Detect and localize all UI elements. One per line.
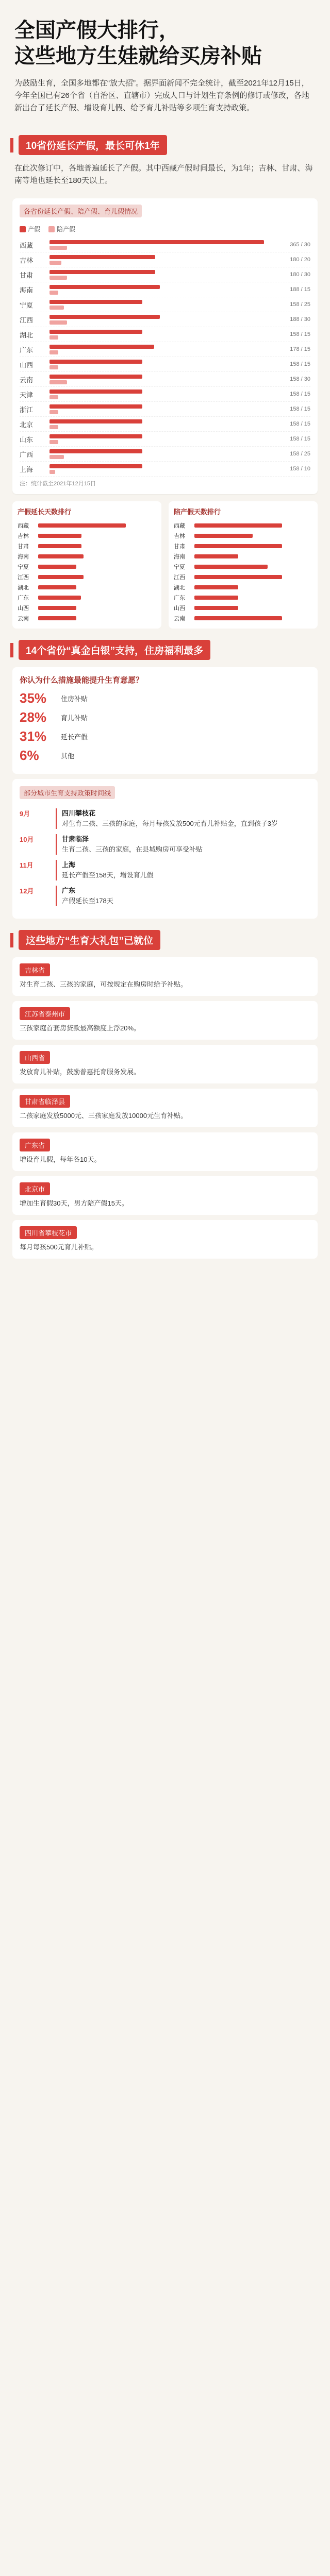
city-policy: 增设育儿假，每年各10天。 xyxy=(20,1156,101,1163)
province-label: 北京 xyxy=(20,420,34,429)
value-label: 158 / 25 xyxy=(290,301,310,308)
bar-paternity xyxy=(50,455,64,459)
timeline-place: 广东 xyxy=(62,887,76,894)
timeline-text: 延长产假至158天，增设育儿假 xyxy=(62,871,154,879)
timeline-date: 10月 xyxy=(20,836,34,843)
mini-bar xyxy=(194,596,238,600)
bar-maternity xyxy=(50,419,142,423)
mini-left-title: 产假延长天数排行 xyxy=(18,508,72,516)
survey-stat xyxy=(20,728,310,744)
chart-row xyxy=(20,327,310,342)
section-1-paragraph: 在此次修订中，各地普遍延长了产假。其中西藏产假时间最长，为1年；吉林、甘肃、海南等地也延长至180天以上。 xyxy=(14,164,313,185)
city-policy: 三孩家庭首套房贷款最高额度上浮20%。 xyxy=(20,1024,141,1032)
bar-maternity xyxy=(50,389,142,394)
bar-maternity xyxy=(50,434,142,438)
stat-label: 育儿补贴 xyxy=(61,714,88,722)
value-label: 158 / 15 xyxy=(290,406,310,412)
city-name: 吉林省 xyxy=(20,963,50,976)
mini-bar xyxy=(38,554,84,558)
mini-row: 云南 xyxy=(18,613,156,623)
mini-bar xyxy=(194,585,238,589)
province-label: 云南 xyxy=(20,376,34,384)
bar-maternity xyxy=(50,270,155,274)
stat-percent: 6% xyxy=(20,748,39,763)
mini-bar xyxy=(194,523,282,528)
bar-paternity xyxy=(50,440,58,444)
mini-bar xyxy=(38,523,126,528)
province-label: 甘肃 xyxy=(20,271,34,279)
value-label: 158 / 15 xyxy=(290,436,310,442)
legend-item: 产假 xyxy=(20,225,40,233)
mini-right-title: 陪产假天数排行 xyxy=(174,508,221,516)
province-label: 宁夏 xyxy=(20,301,34,309)
section-1-label: 10省份延长产假，最长可休1年 xyxy=(19,135,167,155)
mini-row: 海南 xyxy=(18,551,156,562)
chart-row xyxy=(20,447,310,462)
chart-row xyxy=(20,297,310,312)
bar-paternity xyxy=(50,425,58,429)
province-label: 海南 xyxy=(20,286,34,294)
mini-row: 广东 xyxy=(174,592,312,603)
city-card xyxy=(12,957,318,996)
timeline-place: 四川攀枝花 xyxy=(62,809,96,817)
mini-row: 海南 xyxy=(174,551,312,562)
stat-percent: 35% xyxy=(20,690,47,706)
mini-row: 甘肃 xyxy=(18,541,156,551)
survey-stat xyxy=(20,748,310,764)
chart-row xyxy=(20,357,310,372)
timeline-item xyxy=(20,834,310,855)
province-label: 上海 xyxy=(20,465,34,473)
city-name: 四川省攀枝花市 xyxy=(20,1226,77,1239)
bar-paternity xyxy=(50,246,67,250)
mini-row: 西藏 xyxy=(174,520,312,531)
bar-paternity xyxy=(50,320,67,325)
value-label: 180 / 30 xyxy=(290,272,310,278)
bar-paternity xyxy=(50,291,58,295)
chart-row xyxy=(20,372,310,387)
chart-row xyxy=(20,267,310,282)
mini-bar xyxy=(194,616,282,620)
mini-chart-right xyxy=(169,501,318,629)
mini-bar xyxy=(38,596,81,600)
stat-label: 住房补贴 xyxy=(61,695,88,703)
bar-maternity xyxy=(50,449,142,453)
chart-row xyxy=(20,432,310,447)
title-line-1: 全国产假大排行， xyxy=(14,19,179,42)
timeline-text: 生育二孩、三孩的家庭，在县城购房可享受补贴 xyxy=(62,845,203,853)
page-title xyxy=(0,0,330,77)
timeline-date: 9月 xyxy=(20,810,30,818)
mini-row: 山西 xyxy=(174,603,312,613)
mini-chart-left xyxy=(12,501,161,629)
mini-row: 江西 xyxy=(18,572,156,582)
survey-stat xyxy=(20,690,310,706)
bar-maternity xyxy=(50,330,142,334)
bar-maternity xyxy=(50,300,142,304)
stat-percent: 28% xyxy=(20,709,47,725)
title-line-2: 这些地方生娃就给买房补贴 xyxy=(14,45,262,67)
survey-title: 你认为什么措施最能提升生育意愿？ xyxy=(20,676,144,685)
value-label: 158 / 25 xyxy=(290,451,310,457)
chart-title: 各省份延长产假、陪产假、育儿假情况 xyxy=(20,205,142,217)
mini-bar xyxy=(194,575,282,579)
city-name: 江苏省泰州市 xyxy=(20,1007,70,1020)
value-label: 365 / 30 xyxy=(290,242,310,248)
chart-row xyxy=(20,402,310,417)
mini-row: 湖北 xyxy=(174,582,312,592)
chart-row xyxy=(20,238,310,252)
bar-paternity xyxy=(50,380,67,384)
city-card xyxy=(12,1132,318,1171)
city-name: 广东省 xyxy=(20,1139,50,1151)
city-policy: 二孩家庭发放5000元、三孩家庭发放10000元生育补贴。 xyxy=(20,1112,188,1120)
section-2-label: 14个省份“真金白银”支持，住房福利最多 xyxy=(19,640,210,660)
timeline-place: 甘肃临泽 xyxy=(62,835,89,843)
mini-row: 甘肃 xyxy=(174,541,312,551)
bar-paternity xyxy=(50,410,58,414)
chart-row xyxy=(20,342,310,357)
city-card xyxy=(12,1176,318,1215)
bar-maternity xyxy=(50,360,142,364)
timeline-title: 部分城市生育支持政策时间线 xyxy=(20,786,115,799)
bar-maternity xyxy=(50,464,142,468)
mini-bar xyxy=(194,554,238,558)
mini-charts xyxy=(12,501,318,629)
bar-chart xyxy=(20,238,310,477)
chart-row xyxy=(20,282,310,297)
value-label: 158 / 30 xyxy=(290,376,310,382)
section-marker xyxy=(10,138,13,152)
mini-bar xyxy=(38,575,84,579)
chart-note: 注：统计截至2021年12月15日 xyxy=(20,481,96,487)
city-name: 甘肃省临泽县 xyxy=(20,1095,70,1108)
bar-maternity xyxy=(50,404,142,409)
bar-paternity xyxy=(50,395,58,399)
mini-bar xyxy=(38,606,76,610)
timeline-text: 产假延长至178天 xyxy=(62,897,113,905)
mini-row: 西藏 xyxy=(18,520,156,531)
mini-row: 宁夏 xyxy=(18,562,156,572)
mini-bar xyxy=(194,544,282,548)
bar-paternity xyxy=(50,276,67,280)
bar-maternity xyxy=(50,240,264,244)
province-label: 江西 xyxy=(20,316,34,324)
city-policy-list xyxy=(12,957,318,1259)
mini-bar xyxy=(38,534,81,538)
bar-paternity xyxy=(50,365,58,369)
city-policy: 增加生育假30天，男方陪产假15天。 xyxy=(20,1199,128,1207)
chart-row xyxy=(20,417,310,432)
timeline-place: 上海 xyxy=(62,861,76,869)
mini-row: 湖北 xyxy=(18,582,156,592)
mini-bar xyxy=(38,565,76,569)
section-3-header xyxy=(0,930,330,950)
province-label: 浙江 xyxy=(20,405,34,414)
city-card xyxy=(12,1220,318,1259)
mini-row: 吉林 xyxy=(174,531,312,541)
stat-percent: 31% xyxy=(20,728,47,744)
timeline-date: 12月 xyxy=(20,887,34,895)
city-card xyxy=(12,1001,318,1040)
timeline-item xyxy=(20,886,310,906)
province-label: 天津 xyxy=(20,391,34,399)
mini-row: 云南 xyxy=(174,613,312,623)
value-label: 188 / 30 xyxy=(290,316,310,323)
stat-label: 延长产假 xyxy=(61,733,88,741)
legend-item: 陪产假 xyxy=(48,225,75,233)
province-label: 山西 xyxy=(20,361,34,369)
bar-paternity xyxy=(50,306,64,310)
city-card xyxy=(12,1045,318,1083)
province-label: 山东 xyxy=(20,435,34,444)
chart-row xyxy=(20,462,310,477)
value-label: 158 / 15 xyxy=(290,421,310,427)
stat-label: 其他 xyxy=(61,752,75,760)
section-2-header xyxy=(0,640,330,660)
value-label: 158 / 10 xyxy=(290,466,310,472)
timeline-text: 对生育二孩、三孩的家庭，每月每孩发放500元育儿补贴金，直到孩子3岁 xyxy=(62,820,278,827)
bar-paternity xyxy=(50,335,58,340)
city-policy: 发放育儿补贴，鼓励普惠托育服务发展。 xyxy=(20,1068,141,1076)
bar-maternity xyxy=(50,285,160,289)
chart-row xyxy=(20,312,310,327)
mini-bar xyxy=(38,585,76,589)
survey-stat xyxy=(20,709,310,725)
mini-row: 宁夏 xyxy=(174,562,312,572)
province-label: 广西 xyxy=(20,450,34,459)
value-label: 158 / 15 xyxy=(290,331,310,337)
city-name: 山西省 xyxy=(20,1051,50,1064)
bar-maternity xyxy=(50,315,160,319)
timeline-date: 11月 xyxy=(20,861,34,869)
province-label: 吉林 xyxy=(20,256,34,264)
section-3-label: 这些地方“生育大礼包”已就位 xyxy=(19,930,160,950)
mini-bar xyxy=(194,534,253,538)
mini-bar xyxy=(194,606,238,610)
bar-paternity xyxy=(50,470,55,474)
timeline-item xyxy=(20,808,310,829)
bar-maternity xyxy=(50,255,155,259)
value-label: 180 / 20 xyxy=(290,257,310,263)
leave-chart-card xyxy=(12,198,318,494)
chart-legend xyxy=(20,225,310,233)
timeline-item xyxy=(20,860,310,880)
bar-maternity xyxy=(50,345,154,349)
mini-bar xyxy=(38,616,76,620)
mini-bar xyxy=(194,565,268,569)
mini-row: 江西 xyxy=(174,572,312,582)
bar-paternity xyxy=(50,261,61,265)
city-policy: 每月每孩500元育儿补贴。 xyxy=(20,1243,98,1251)
mini-bar xyxy=(38,544,81,548)
city-card xyxy=(12,1089,318,1127)
city-name: 北京市 xyxy=(20,1182,50,1195)
province-label: 广东 xyxy=(20,346,34,354)
province-label: 西藏 xyxy=(20,241,34,249)
mini-row: 山西 xyxy=(18,603,156,613)
survey-card xyxy=(12,667,318,774)
province-label: 湖北 xyxy=(20,331,34,339)
chart-row xyxy=(20,387,310,402)
city-policy: 对生育二孩、三孩的家庭，可按规定在购房时给予补贴。 xyxy=(20,980,188,988)
value-label: 158 / 15 xyxy=(290,361,310,367)
bar-paternity xyxy=(50,350,58,354)
section-marker xyxy=(10,643,13,657)
chart-row xyxy=(20,252,310,267)
bar-maternity xyxy=(50,375,142,379)
value-label: 158 / 15 xyxy=(290,391,310,397)
intro-text: 为鼓励生育，全国多地都在“放大招”。据界面新闻不完全统计，截至2021年12月15日，今年全国已有26个省（自治区、直辖市）完成人口与计划生育条例的修订或修改，各地新出台了延长产假、增设育儿假、给予育儿补贴等多项生育支持政策。 xyxy=(14,79,309,112)
section-marker xyxy=(10,933,13,947)
section-1-header xyxy=(0,135,330,155)
timeline-card xyxy=(12,779,318,919)
value-label: 188 / 15 xyxy=(290,286,310,293)
value-label: 178 / 15 xyxy=(290,346,310,352)
mini-row: 广东 xyxy=(18,592,156,603)
mini-row: 吉林 xyxy=(18,531,156,541)
